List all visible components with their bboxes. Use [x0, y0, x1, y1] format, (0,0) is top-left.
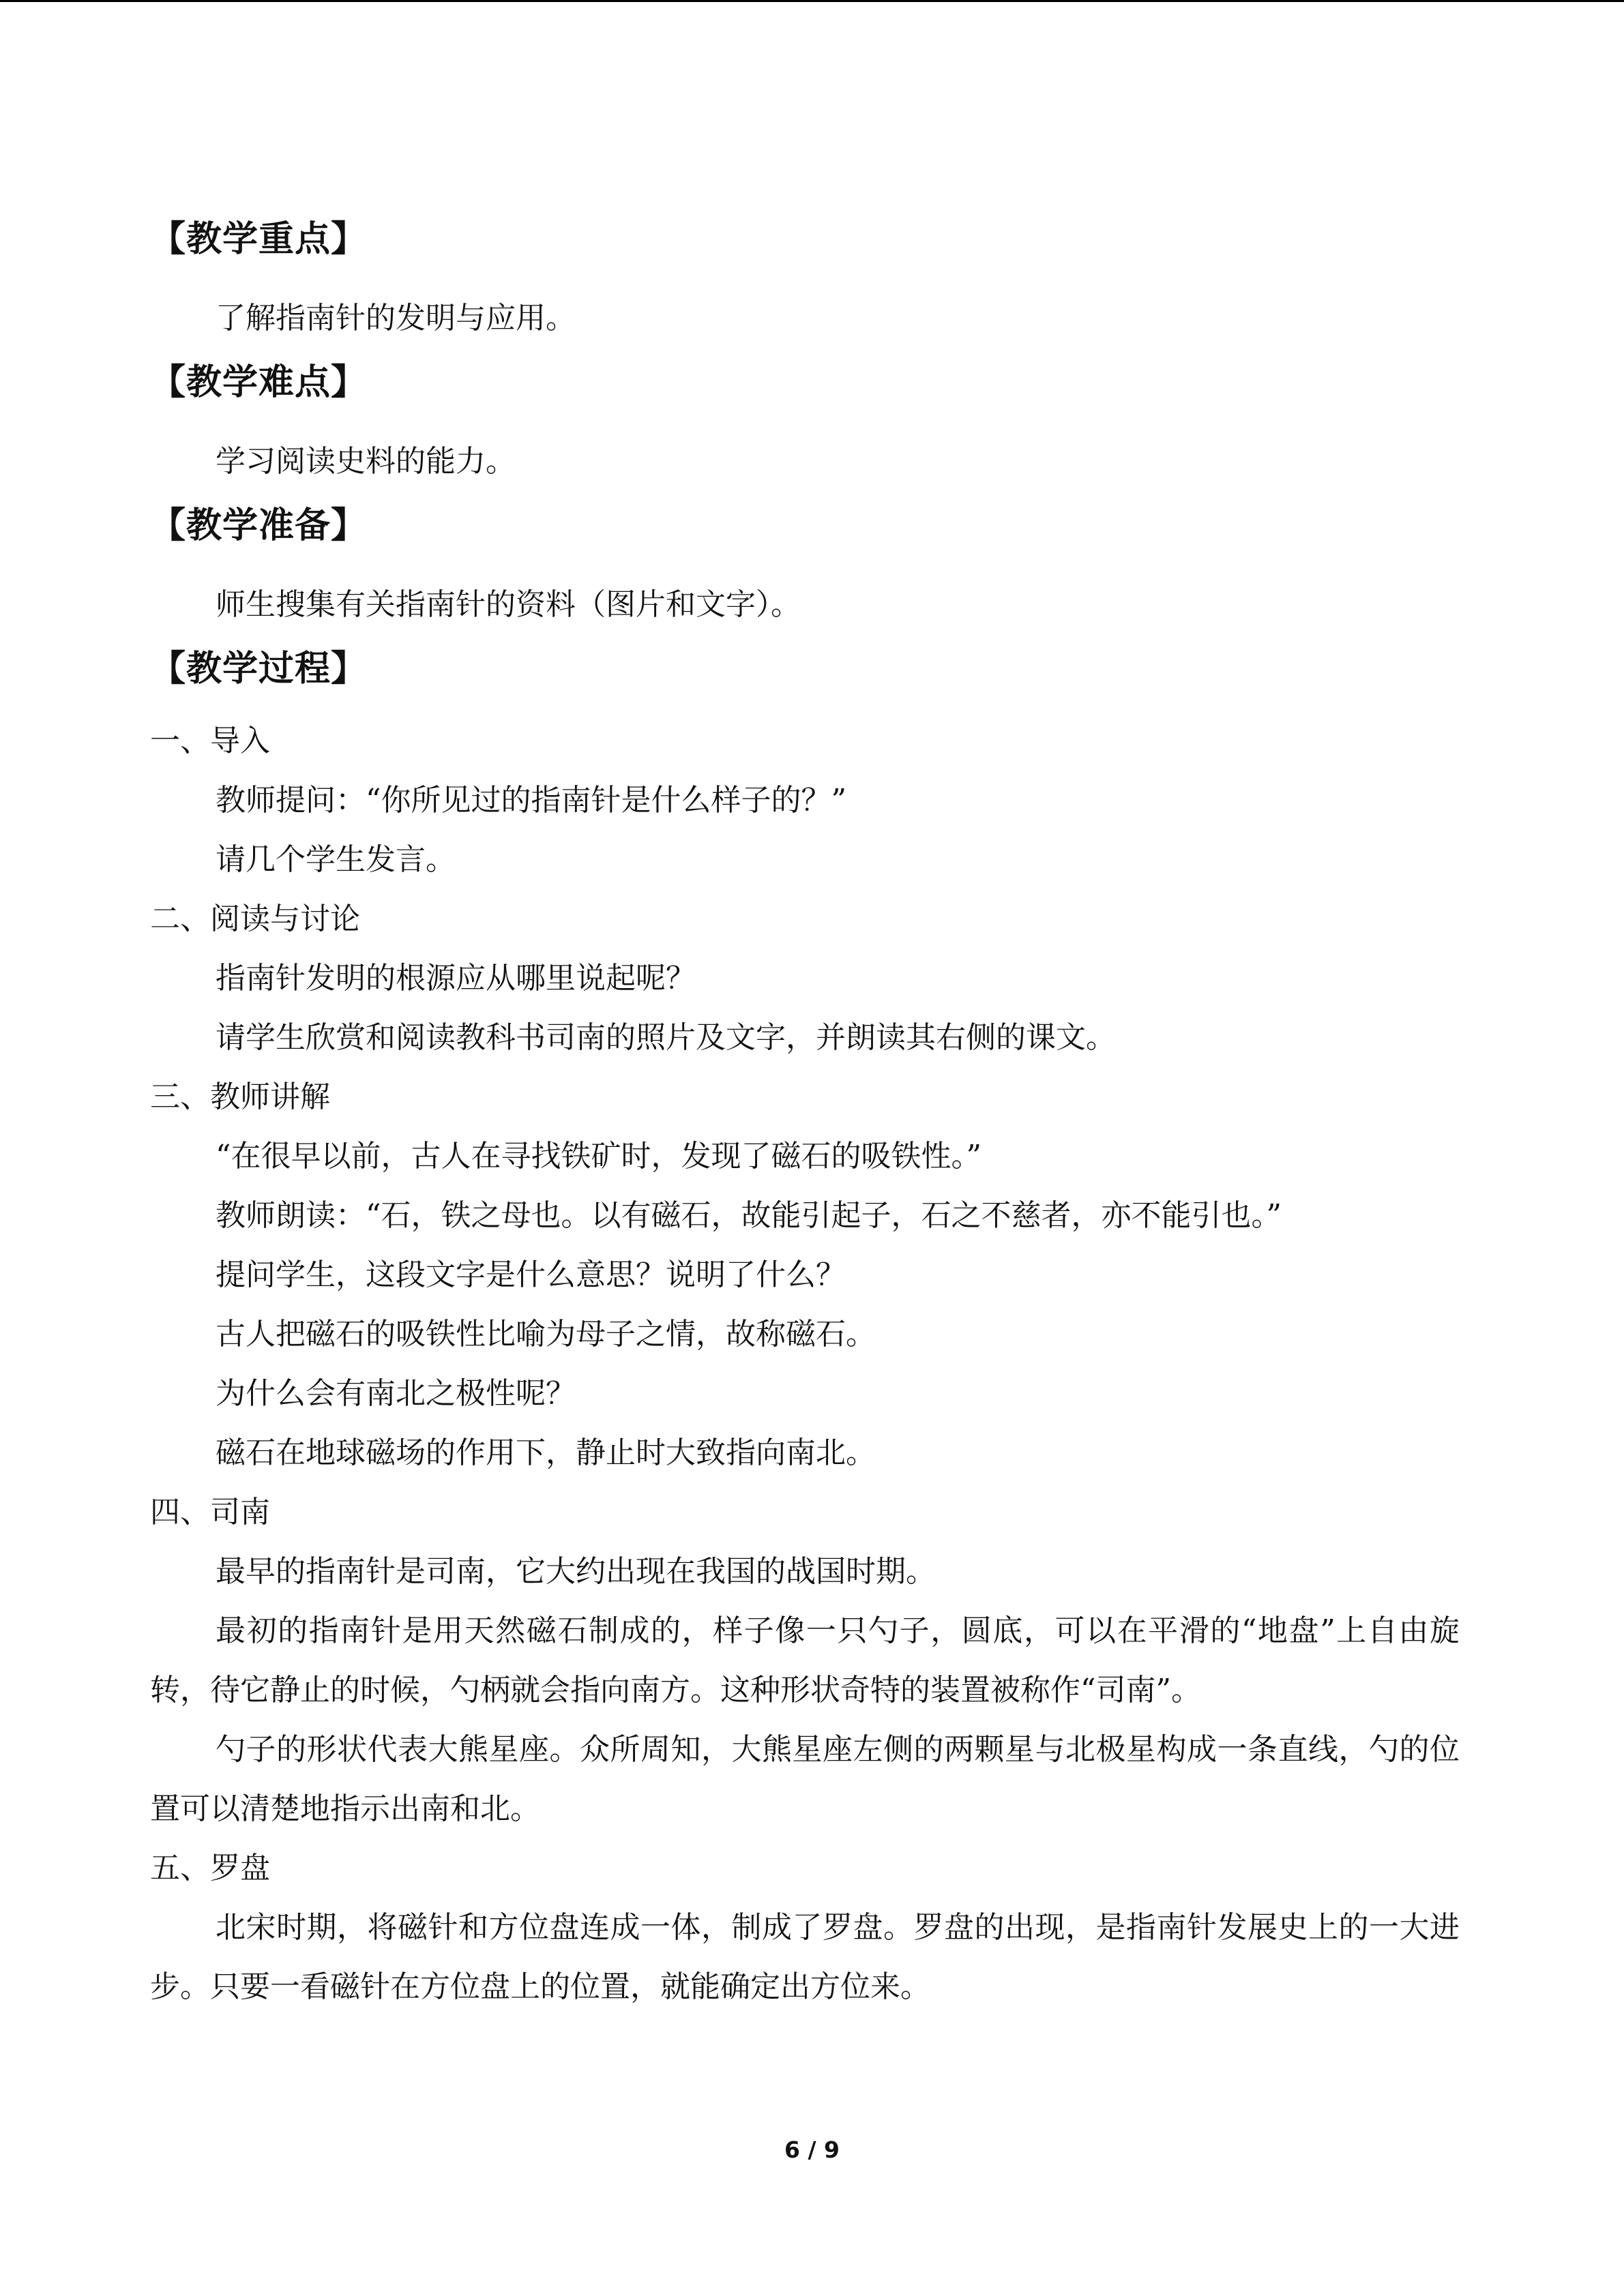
process-part-title: 一、导入: [150, 724, 270, 758]
process-paragraph: 为什么会有南北之极性呢？: [216, 1376, 576, 1411]
process-paragraph: 指南针发明的根源应从哪里说起呢？: [216, 961, 696, 996]
preparation-text: 师生搜集有关指南针的资料（图片和文字）。: [216, 587, 801, 622]
page-content: [150, 213, 1460, 2016]
process-paragraph: 教师朗读：“石，铁之母也。以有磁石，故能引起子，石之不慈者，亦不能引也。”: [216, 1198, 1282, 1233]
process-paragraph: 请学生欣赏和阅读教科书司南的照片及文字，并朗读其右侧的课文。: [216, 1020, 1116, 1055]
process-paragraph: 磁石在地球磁场的作用下，静止时大致指向南北。: [216, 1435, 876, 1470]
process-paragraph: 请几个学生发言。: [216, 842, 456, 877]
process-paragraph: 教师提问：“你所见过的指南针是什么样子的？”: [216, 783, 846, 818]
process-paragraph: 最早的指南针是司南，它大约出现在我国的战国时期。: [216, 1554, 936, 1589]
process-content: [150, 711, 1460, 2016]
heading-process: 【教学过程】: [150, 648, 368, 689]
process-paragraph: “在很早以前，古人在寻找铁矿时，发现了磁石的吸铁性。”: [216, 1139, 981, 1174]
process-paragraph: 提问学生，这段文字是什么意思？说明了什么？: [216, 1257, 846, 1292]
process-paragraph: 最初的指南针是用天然磁石制成的，样子像一只勺子，圆底，可以在平滑的“地盘”上自由旋转，待它静止的时候，勺柄就会指向南方。这种形状奇特的装置被称作“司南”。: [150, 1613, 1460, 1708]
difficulties-text: 学习阅读史料的能力。: [216, 444, 516, 479]
process-part-title: 三、教师讲解: [150, 1079, 330, 1114]
process-paragraph: 古人把磁石的吸铁性比喻为母子之情，故称磁石。: [216, 1317, 876, 1352]
page-number: 6 / 9: [784, 2136, 840, 2163]
process-paragraph: 勺子的形状代表大熊星座。众所周知，大熊星座左侧的两颗星与北极星构成一条直线，勺的位置可以清楚地指示出南和北。: [150, 1732, 1460, 1826]
process-part-title: 四、司南: [150, 1495, 270, 1530]
process-part-title: 二、阅读与讨论: [150, 901, 360, 936]
heading-difficulties: 【教学难点】: [150, 362, 368, 403]
heading-key-points: 【教学重点】: [150, 219, 368, 260]
key-points-text: 了解指南针的发明与应用。: [216, 301, 576, 336]
heading-preparation: 【教学准备】: [150, 505, 368, 546]
process-paragraph: 北宋时期，将磁针和方位盘连成一体，制成了罗盘。罗盘的出现，是指南针发展史上的一大进步。只要一看磁针在方位盘上的位置，就能确定出方位来。: [150, 1910, 1460, 2004]
process-part-title: 五、罗盘: [150, 1851, 270, 1885]
